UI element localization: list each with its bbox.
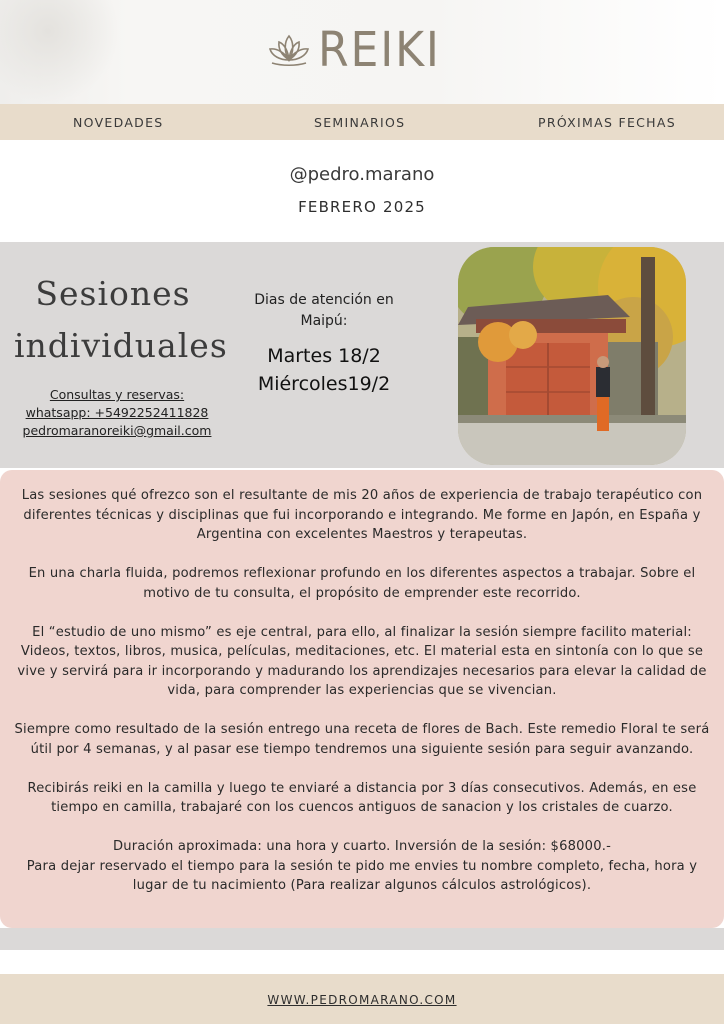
header-texture xyxy=(0,0,120,104)
brand-name: REIKI xyxy=(318,22,441,78)
logo xyxy=(266,22,451,78)
description-paragraph-2: En una charla fluida, podremos reflexionar profundo en los diferentes aspectos a trabajar. Sobre el motivo de tu consulta, el propósito de emprender este recorrido. xyxy=(28,566,696,601)
description-text xyxy=(8,486,716,896)
description-paragraph-3: El “estudio de uno mismo” es eje central, para ello, al finalizar la sesión siempre facilito material: Videos, textos, libros, musica, películas, meditaciones, etc. El material esta en sintonía con lo que se vive y servirá para ir incorporando y madurando los aprendizajes necesarios para elevar la calidad de vida, para comprender las experiencias que se vivencian. xyxy=(17,624,707,698)
temple-photo xyxy=(458,247,686,465)
divider-band xyxy=(0,928,724,950)
description-paragraph-4: Siempre como resultado de la sesión entrego una receta de flores de Bach. Este remedio Floral te será útil por 4 semanas, y al pasar ese tiempo tendremos una siguiente sesión para seguir avanzando. xyxy=(14,722,710,757)
description-paragraph-1: Las sesiones qué ofrezco son el resultante de mis 20 años de experiencia de trabajo terapéutico con diferentes técnicas y disciplinas que fui incorporando e integrando. Me forme en Japón, en España y Argentina con excelentes Maestros y terapeutas. xyxy=(21,488,703,542)
header xyxy=(0,0,724,104)
social-handle: @pedro.marano xyxy=(289,164,435,185)
nav-item-proximas-fechas[interactable]: PRÓXIMAS FECHAS xyxy=(538,115,676,130)
contact-block xyxy=(10,386,224,440)
days-label-line2: Maipú: xyxy=(300,313,348,329)
session-dates xyxy=(240,342,408,398)
month-label: FEBRERO 2025 xyxy=(298,198,426,216)
date-2: Miércoles19/2 xyxy=(257,373,391,395)
days-label xyxy=(244,290,404,332)
date-1: Martes 18/2 xyxy=(267,345,381,367)
description-paragraph-5: Recibirás reiki en la camilla y luego te enviaré a distancia por 3 días consecutivos. Además, en ese tiempo en camilla, trabajaré con los cuencos antiguos de sanacion y los cristales de cuarzo. xyxy=(27,780,697,815)
duration-and-price: Duración aproximada: una hora y cuarto. Inversión de la sesión: $68000.- xyxy=(112,839,612,854)
whatsapp-link[interactable]: whatsapp: +5492252411828 xyxy=(25,405,209,420)
nav-item-novedades[interactable]: NOVEDADES xyxy=(73,115,164,130)
email-link[interactable]: pedromaranoreiki@gmail.com xyxy=(22,423,212,438)
nav-item-seminarios[interactable]: SEMINARIOS xyxy=(314,115,406,130)
session-title-line1: Sesiones xyxy=(35,274,191,313)
website-link[interactable]: WWW.PEDROMARANO.COM xyxy=(267,993,457,1007)
description-paragraph-6 xyxy=(8,837,716,896)
booking-requirements: Para dejar reservado el tiempo para la sesión te pido me envies tu nombre completo, fecha, hora y lugar de tu nacimiento (Para realizar algunos cálculos astrológicos). xyxy=(26,858,698,893)
session-title-line2: individuales xyxy=(14,326,228,365)
lotus-icon xyxy=(266,32,312,68)
temple-photo-illustration xyxy=(458,247,686,465)
contact-heading: Consultas y reservas: xyxy=(49,387,185,402)
session-title xyxy=(14,268,228,372)
main-nav xyxy=(0,104,724,140)
footer xyxy=(0,974,724,1024)
days-label-line1: Dias de atención en xyxy=(254,292,394,308)
